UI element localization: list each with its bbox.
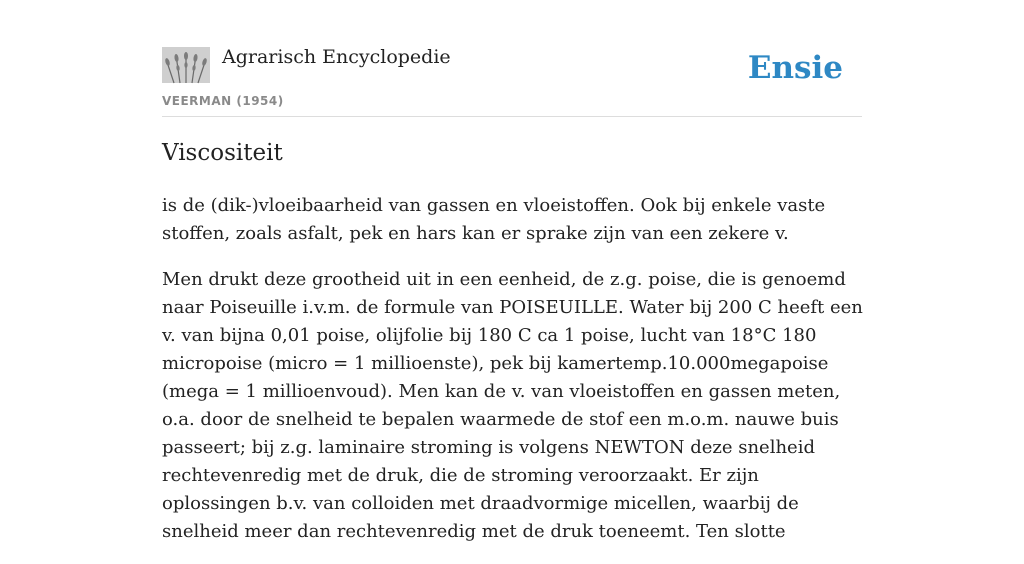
article-title: Viscositeit [162, 140, 283, 166]
wheat-icon[interactable] [162, 47, 210, 83]
article-paragraph: Men drukt deze grootheid uit in een eenheid, de z.g. poise, die is genoemd naar Poiseuille i.v.m. de formule van POISEUILLE. Water bij 200 C heeft een v. van bijna 0,01 poise, olijfolie bij 180 C ca 1 poise, lucht van 18°C 180 micropoise (micro = 1 millioenste), pek bij kamertemp.10.000megapoise (mega = 1 millioenvoud). Men kan de v. van vloeistoffen en gassen meten, o.a. door de snelheid te bepalen waarmede de stof een m.o.m. nauwe buis passeert; bij z.g. laminaire stroming is volgens NEWTON deze snelheid rechtevenredig met de druk, die de stroming veroorzaakt. Er zijn oplossingen b.v. van colloiden met draadvormige micellen, waarbij de snelheid meer dan rechtevenredig met de druk toeneemt. Ten slotte [162, 269, 863, 542]
brand-logo[interactable]: Ensie [747, 50, 843, 86]
source-header [162, 44, 862, 117]
article-body [162, 192, 872, 564]
article-paragraph: is de (dik-)vloeibaarheid van gassen en vloeistoffen. Ook bij enkele vaste stoffen, zoals asfalt, pek en hars kan er sprake zijn van een zekere v. [162, 195, 826, 244]
source-title[interactable]: Agrarisch Encyclopedie [222, 46, 451, 68]
source-author: VEERMAN (1954) [162, 94, 284, 108]
